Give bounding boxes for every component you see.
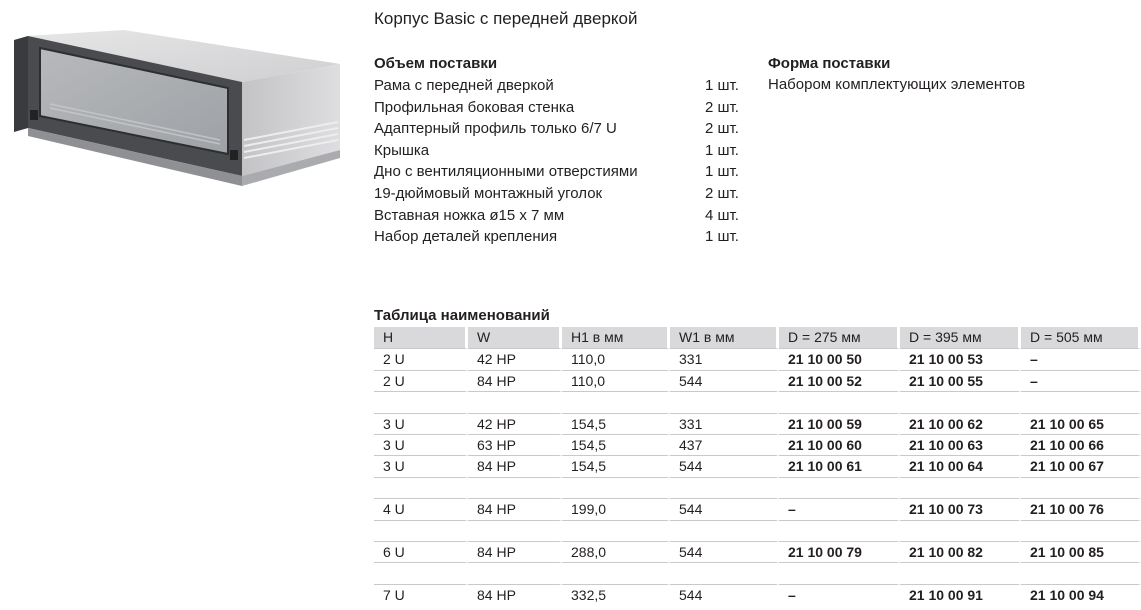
table-cell: 84 HP [468,370,562,391]
column-header: D = 505 мм [1021,327,1141,348]
supply-item-name: Крышка [374,141,430,159]
table-cell: 544 [670,455,779,476]
table-cell [670,391,779,412]
table-cell [468,562,562,583]
table-cell: 21 10 00 79 [779,541,900,562]
table-cell [374,520,468,541]
table-cell [670,562,779,583]
table-cell [562,477,670,498]
table-cell [779,391,900,412]
table-cell [374,391,468,412]
table-cell [779,562,900,583]
table-cell: 21 10 00 55 [900,370,1021,391]
table-cell: 21 10 00 67 [1021,455,1141,476]
table-cell [1021,391,1141,412]
supply-item-qty: 1 шт. [705,228,739,246]
table-row [374,434,1141,455]
table-cell [1021,562,1141,583]
supply-item-name: Рама с передней дверкой [374,77,554,94]
table-row [374,584,1141,605]
table-cell: 21 10 00 64 [900,455,1021,476]
supply-list [374,77,754,250]
table-cell [374,562,468,583]
table-cell: – [779,498,900,519]
table-cell: 3 U [374,455,468,476]
supply-heading: Объем поставки [374,55,498,72]
table-cell: 21 10 00 65 [1021,413,1141,434]
table-cell: 21 10 00 91 [900,584,1021,605]
table-spacer-row [374,477,1141,498]
delivery-form-heading: Форма поставки [768,55,891,72]
supply-item [374,163,754,185]
supply-item-qty: 2 шт. [705,184,739,202]
supply-item [374,185,754,207]
supply-item [374,228,754,250]
table-cell [468,477,562,498]
supply-item-qty: 2 шт. [705,98,739,116]
table-cell [900,562,1021,583]
table-cell: 544 [670,541,779,562]
table-cell: 199,0 [562,498,670,519]
table-cell: 21 10 00 73 [900,498,1021,519]
table-cell: 84 HP [468,498,562,519]
table-cell [562,391,670,412]
table-cell [900,391,1021,412]
table-cell: 7 U [374,584,468,605]
table-cell: 154,5 [562,434,670,455]
table-cell: 2 U [374,370,468,391]
supply-item-qty: 1 шт. [705,141,739,159]
table-cell [779,477,900,498]
table-spacer-row [374,520,1141,541]
table-row [374,498,1141,519]
supply-item-qty: 4 шт. [705,206,739,224]
table-cell: 21 10 00 61 [779,455,900,476]
table-cell: 21 10 00 85 [1021,541,1141,562]
supply-item [374,77,754,99]
table-cell: 21 10 00 76 [1021,498,1141,519]
table-cell [900,520,1021,541]
product-image [4,30,342,188]
supply-item-name: 19-дюймовый монтажный уголок [374,184,603,202]
column-header: H [374,327,468,348]
table-cell: 21 10 00 50 [779,348,900,369]
table-cell [779,520,900,541]
column-header: W1 в мм [670,327,779,348]
table-cell: 288,0 [562,541,670,562]
table-cell: 84 HP [468,584,562,605]
table-cell: 544 [670,370,779,391]
table-cell: – [1021,370,1141,391]
table-cell: 21 10 00 52 [779,370,900,391]
table-row [374,370,1141,391]
table-cell [900,477,1021,498]
delivery-form-value: Набором комплектующих элементов [768,76,1026,93]
table-cell: 42 HP [468,348,562,369]
column-header: D = 275 мм [779,327,900,348]
table-cell: 110,0 [562,348,670,369]
table-cell: 154,5 [562,413,670,434]
table-cell [1021,477,1141,498]
table-cell: 21 10 00 94 [1021,584,1141,605]
table-cell: 154,5 [562,455,670,476]
column-header: H1 в мм [562,327,670,348]
table-cell: 544 [670,584,779,605]
table-cell: 331 [670,413,779,434]
table-spacer-row [374,391,1141,412]
supply-item-name: Вставная ножка ø15 x 7 мм [374,206,565,224]
supply-item [374,99,754,121]
table-row [374,455,1141,476]
supply-item [374,142,754,164]
table-cell [562,562,670,583]
table-cell [670,477,779,498]
table-cell: 84 HP [468,541,562,562]
supply-item-name: Набор деталей крепления [374,228,558,246]
table-cell [468,391,562,412]
table-cell: – [779,584,900,605]
table-cell: 544 [670,498,779,519]
supply-item-name: Дно с вентиляционными отверстиями [374,163,638,181]
page-title: Корпус Basic с передней дверкой [374,9,638,28]
supply-item-name: Адаптерный профиль только 6/7 U [374,120,617,138]
table-header-row [374,327,1141,348]
table-cell: 21 10 00 82 [900,541,1021,562]
table-body [374,348,1141,605]
table-cell: 21 10 00 66 [1021,434,1141,455]
table-cell: 84 HP [468,455,562,476]
table-cell: 42 HP [468,413,562,434]
table-cell: 2 U [374,348,468,369]
table-cell: 63 HP [468,434,562,455]
supply-item-qty: 1 шт. [705,163,739,181]
table-cell: 3 U [374,413,468,434]
table-cell: 437 [670,434,779,455]
table-row [374,413,1141,434]
supply-item-qty: 1 шт. [705,77,739,94]
supply-item-name: Профильная боковая стенка [374,98,575,116]
designations-table [374,327,1141,605]
table-heading: Таблица наименований [374,307,550,324]
table-row [374,541,1141,562]
table-cell: 110,0 [562,370,670,391]
table-cell: 3 U [374,434,468,455]
table-cell: 21 10 00 60 [779,434,900,455]
table-cell [670,520,779,541]
column-header: D = 395 мм [900,327,1021,348]
table-cell: 21 10 00 63 [900,434,1021,455]
table-cell: 332,5 [562,584,670,605]
table-cell: 6 U [374,541,468,562]
table-cell: – [1021,348,1141,369]
table-cell: 4 U [374,498,468,519]
table-cell [562,520,670,541]
table-cell: 21 10 00 62 [900,413,1021,434]
table-cell [1021,520,1141,541]
table-cell: 331 [670,348,779,369]
column-header: W [468,327,562,348]
table-cell: 21 10 00 59 [779,413,900,434]
table-spacer-row [374,562,1141,583]
supply-item [374,120,754,142]
table-cell: 21 10 00 53 [900,348,1021,369]
supply-item-qty: 2 шт. [705,120,739,138]
table-cell [374,477,468,498]
table-cell [468,520,562,541]
supply-item [374,207,754,229]
table-row [374,348,1141,369]
